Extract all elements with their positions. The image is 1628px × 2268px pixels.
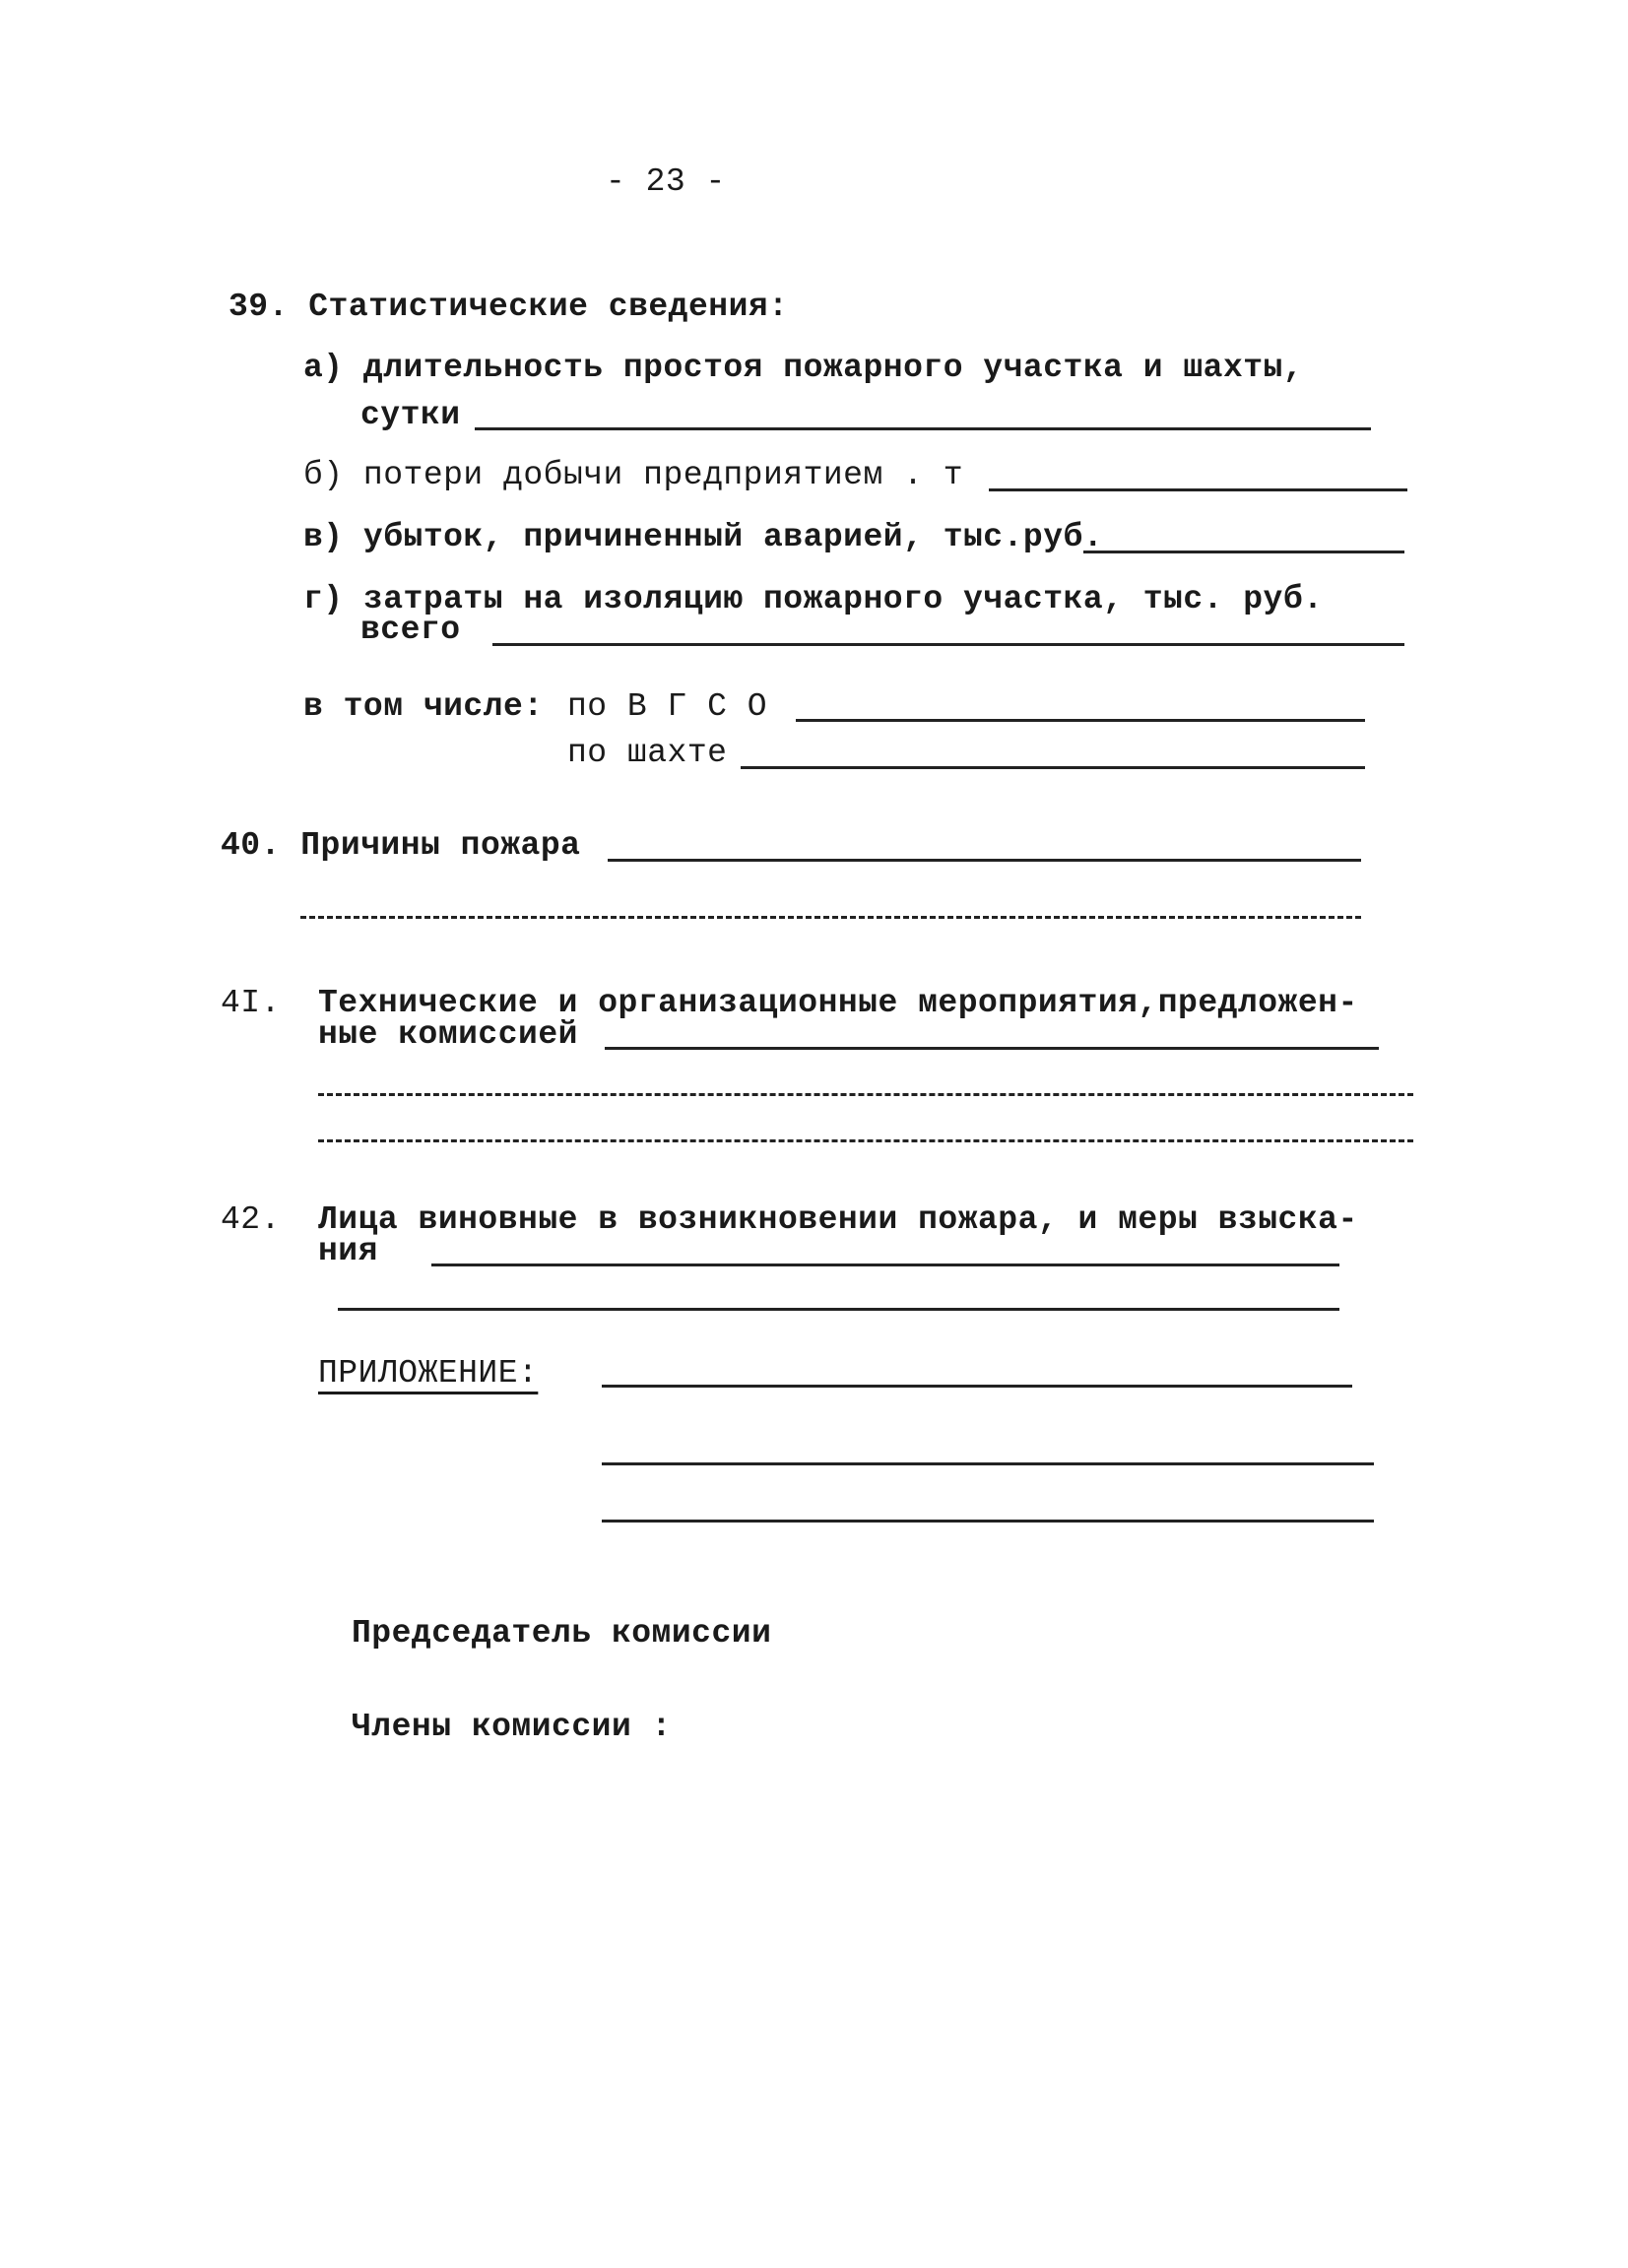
item-a-line2: сутки [360, 397, 461, 433]
blank-line-g[interactable] [492, 643, 1404, 646]
item-g-line2: всего [360, 612, 461, 648]
section-42-line1: Лица виновные в возникновении пожара, и меры взыска- [318, 1201, 1358, 1238]
blank-line-41a[interactable] [605, 1047, 1379, 1050]
blank-line-42a[interactable] [431, 1264, 1339, 1266]
section-40-label: 40. Причины пожара [221, 827, 581, 864]
blank-line-app-c[interactable] [602, 1520, 1374, 1523]
blank-line-41c[interactable] [318, 1139, 1413, 1142]
section-39-heading: 39. Статистические сведения: [228, 289, 789, 325]
section-41-number: 4I. [221, 985, 281, 1021]
blank-line-40a[interactable] [608, 859, 1361, 862]
chairman-label: Председатель комиссии [352, 1615, 772, 1652]
blank-line-41b[interactable] [318, 1093, 1413, 1096]
section-42-number: 42. [221, 1201, 281, 1238]
item-g-line1: г) затраты на изоляцию пожарного участка, тыс. руб. [303, 581, 1324, 617]
blank-line-40b[interactable] [300, 916, 1361, 919]
blank-line-42b[interactable] [338, 1308, 1339, 1311]
section-41-line1: Технические и организационные мероприятия,предложен- [318, 985, 1358, 1021]
section-41-line2: ные комиссией [318, 1016, 578, 1053]
members-label: Члены комиссии : [352, 1709, 672, 1745]
blank-line-v[interactable] [1083, 551, 1404, 553]
blank-line-a[interactable] [475, 427, 1371, 430]
item-v: в) убыток, причиненный аварией, тыс.руб. [303, 519, 1104, 555]
item-a-line1: а) длительность простоя пожарного участка и шахты, [303, 350, 1304, 386]
item-b: б) потери добычи предприятием . т [303, 457, 964, 493]
including-vgso-label: по В Г С О [567, 688, 768, 725]
blank-line-vgso[interactable] [796, 719, 1365, 722]
appendix-label: ПРИЛОЖЕНИЕ: [318, 1355, 539, 1392]
blank-line-app-a[interactable] [602, 1385, 1352, 1388]
including-mine-label: по шахте [567, 735, 728, 771]
blank-line-mine[interactable] [741, 766, 1365, 769]
blank-line-app-b[interactable] [602, 1462, 1374, 1465]
blank-line-b[interactable] [989, 488, 1407, 491]
section-42-line2: ния [318, 1233, 378, 1269]
page-number: - 23 - [606, 163, 726, 200]
including-label: в том числе: [303, 688, 544, 725]
